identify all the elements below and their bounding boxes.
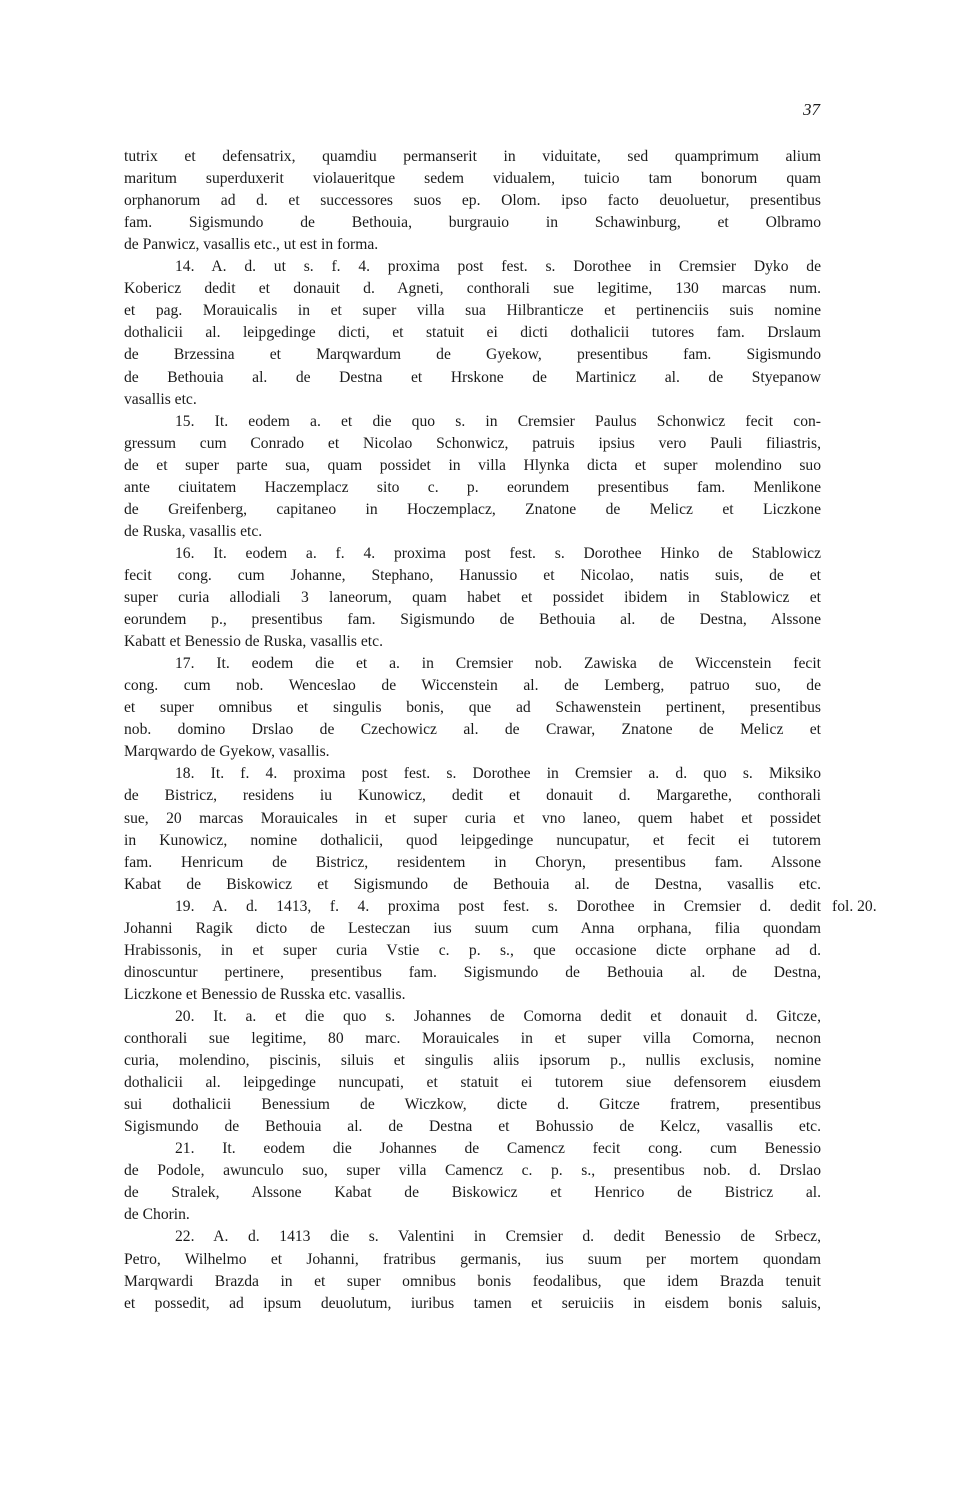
text-line: sue, 20 marcas Morauicales in et super curia et vno laneo, quem habet et possidet xyxy=(124,809,821,827)
paragraph-first-line: 14. A. d. ut s. f. 4. proxima post fest. s. Dorothee in Cremsier Dyko de xyxy=(175,258,821,276)
margin-note: fol. 20. xyxy=(832,897,877,915)
text-line: de Ruska, vasallis etc. xyxy=(124,522,263,540)
text-line: sui dothalicii Benessium de Wiczkow, dicte d. Gitcze fratrem, presentibus xyxy=(124,1096,821,1114)
text-line: de Greifenberg, capitaneo in Hoczemplacz, Znatone de Melicz et Liczkone xyxy=(124,500,821,518)
text-line: Kabatt et Benessio de Ruska, vasallis etc. xyxy=(124,633,383,651)
text-line: orphanorum ad d. et successores suos ep. Olom. ipso facto deuoluetur, presentibus xyxy=(124,192,821,210)
text-line: de Brzessina et Marqwardum de Gyekow, presentibus fam. Sigismundo xyxy=(124,346,821,364)
text-line: et possedit, ad ipsum deuolutum, iuribus tamen et seruiciis in eisdem bonis saluis, xyxy=(124,1294,821,1312)
paragraph-first-line: 17. It. eodem die et a. in Cremsier nob. Zawiska de Wiccenstein fecit xyxy=(175,655,821,673)
text-line: super curia allodiali 3 laneorum, quam habet et possidet ibidem in Stablowicz et xyxy=(124,589,821,606)
text-line: fam. Henricum de Bistricz, residentem in Choryn, presentibus fam. Alssone xyxy=(124,853,821,871)
text-line: ante ciuitatem Haczemplacz sito c. p. eorundem presentibus fam. Menlikone xyxy=(124,478,821,496)
text-line: eorundem p., presentibus fam. Sigismundo de Bethouia al. de Destna, Alssone xyxy=(124,611,821,629)
text-line: et pag. Morauicalis in et super villa sua Hilbranticze et pertinenciis suis nomine xyxy=(124,302,821,320)
text-line: de Bethouia al. de Destna et Hrskone de Martinicz al. de Styepanow xyxy=(124,368,821,386)
page-number: 37 xyxy=(803,100,820,119)
text-line: curia, molendino, piscinis, siluis et singulis aliis ipsorum p., nullis exclusis, nomine xyxy=(124,1052,821,1070)
paragraph-first-line: 15. It. eodem a. et die quo s. in Cremsier Paulus Schonwicz fecit con- xyxy=(175,412,821,430)
text-line: fecit cong. cum Johanne, Stephano, Hanussio et Nicolao, natis suis, de et xyxy=(124,566,821,584)
text-line: Liczkone et Benessio de Russka etc. vasallis. xyxy=(124,985,406,1003)
text-line: Johanni Ragik dicto de Lesteczan ius suum cum Anna orphana, filia quondam xyxy=(124,919,821,937)
text-line: Petro, Wilhelmo et Johanni, fratribus germanis, ius suum per mortem quondam xyxy=(124,1250,821,1268)
text-line: tutrix et defensatrix, quamdiu permanserit in viduitate, sed quamprimum alium xyxy=(124,148,821,165)
paragraph-first-line: 18. It. f. 4. proxima post fest. s. Dorothee in Cremsier a. d. quo s. Miksiko xyxy=(175,765,821,783)
text-line: gressum cum Conrado et Nicolao Schonwicz, patruis ipsius vero Pauli filiastris, xyxy=(124,434,821,452)
text-line: de et super parte sua, quam possidet in villa Hlynka dicta et super molendino suo xyxy=(124,456,821,474)
text-line: in Kunowicz, nomine dothalicii, quod leipgedinge nuncupatur, et fecit ei tutorem xyxy=(124,831,821,849)
text-line: nob. domino Drslao de Czechowicz al. de Crawar, Znatone de Melicz et xyxy=(124,721,821,739)
text-line: vasallis etc. xyxy=(124,390,197,408)
text-line: Kobericz dedit et donauit d. Agneti, conthorali sue legitime, 130 marcas num. xyxy=(124,280,821,298)
paragraph-first-line: 19. A. d. 1413, f. 4. proxima post fest. s. Dorothee in Cremsier d. dedit xyxy=(175,897,821,915)
text-line: maritum superduxerit violaueritque sedem vidualem, tuicio tam bonorum quam xyxy=(124,170,821,188)
paragraph-first-line: 16. It. eodem a. f. 4. proxima post fest. s. Dorothee Hinko de Stablowicz xyxy=(175,544,821,562)
text-line: de Podole, awunculo suo, super villa Camencz c. p. s., presentibus nob. d. Drslao xyxy=(124,1162,821,1180)
paragraph-first-line: 20. It. a. et die quo s. Johannes de Comorna dedit et donauit d. Gitcze, xyxy=(175,1007,821,1025)
text-line: conthorali sue legitime, 80 marc. Morauicales in et super villa Comorna, necnon xyxy=(124,1030,821,1047)
text-line: Kabat de Biskowicz et Sigismundo de Bethouia al. de Destna, vasallis etc. xyxy=(124,875,821,893)
text-line: dothalicii al. leipgedinge nuncupati, et statuit ei tutorem siue defensorem eiusdem xyxy=(124,1074,821,1092)
text-line: dothalicii al. leipgedinge dicti, et statuit ei dicti dothalicii tutores fam. Drslaum xyxy=(124,324,821,342)
text-line: Marqwardi Brazda in et super omnibus bonis feodalibus, que idem Brazda tenuit xyxy=(124,1272,821,1290)
text-line: et super omnibus et singulis bonis, que ad Schawenstein pertinent, presentibus xyxy=(124,699,821,717)
paragraph-first-line: 21. It. eodem die Johannes de Camencz fecit cong. cum Benessio xyxy=(175,1140,821,1158)
paragraph-first-line: 22. A. d. 1413 die s. Valentini in Cremsier d. dedit Benessio de Srbecz, xyxy=(175,1228,821,1246)
text-line: fam. Sigismundo de Bethouia, burgrauio in Schawinburg, et Olbramo xyxy=(124,214,821,232)
text-line: cong. cum nob. Wenceslao de Wiccenstein al. de Lemberg, patruo suo, de xyxy=(124,677,821,695)
text-line: dinoscuntur pertinere, presentibus fam. Sigismundo de Bethouia al. de Destna, xyxy=(124,963,821,981)
text-line: de Stralek, Alssone Kabat de Biskowicz et Henrico de Bistricz al. xyxy=(124,1184,821,1202)
text-line: Marqwardo de Gyekow, vasallis. xyxy=(124,743,330,761)
text-line: de Chorin. xyxy=(124,1206,190,1224)
text-line: Hrabissonis, in et super curia Vstie c. p. s., que occasione dicte orphane ad d. xyxy=(124,941,821,959)
text-line: de Bistricz, residens iu Kunowicz, dedit et donauit d. Margarethe, conthorali xyxy=(124,787,821,805)
text-line: Sigismundo de Bethouia al. de Destna et Bohussio de Kelcz, vasallis etc. xyxy=(124,1118,821,1136)
text-line: de Panwicz, vasallis etc., ut est in forma. xyxy=(124,236,379,254)
